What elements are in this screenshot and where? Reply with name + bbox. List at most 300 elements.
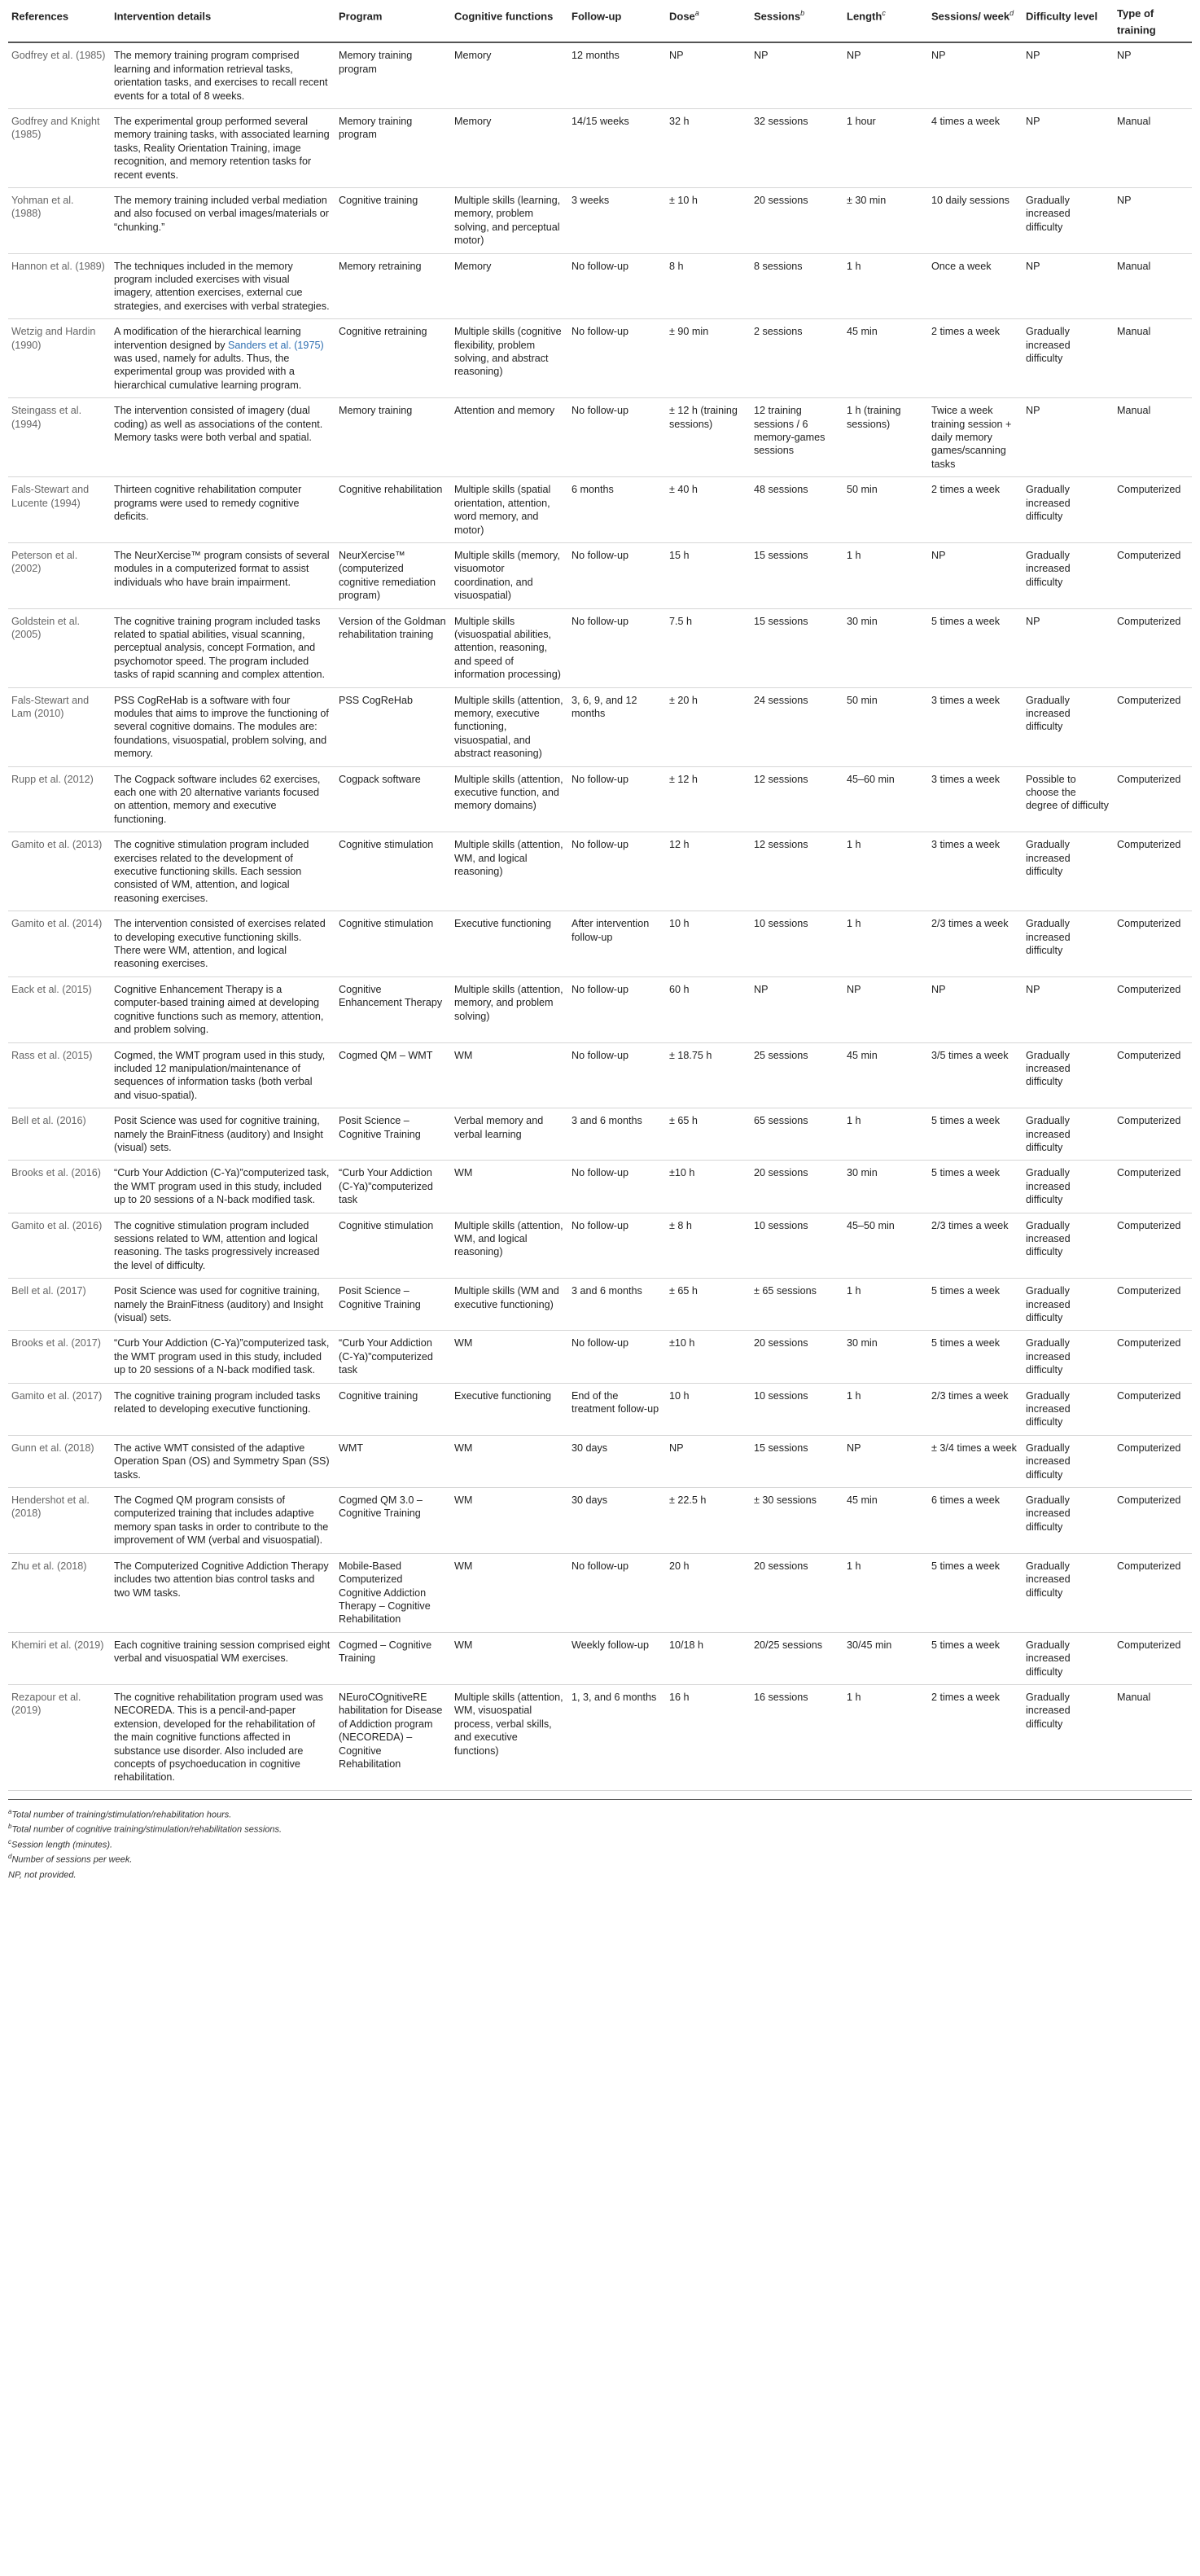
- cell-reference: Gamito et al. (2014): [8, 911, 111, 977]
- cell-program: Posit Science – Cognitive Training: [335, 1108, 451, 1161]
- cell-difficulty-level: NP: [1023, 253, 1114, 319]
- cell-cognitive-functions: Multiple skills (WM and executive functioning): [451, 1279, 568, 1331]
- cell-training-type: Computerized: [1114, 1553, 1192, 1632]
- table-row: [8, 1213, 1192, 1279]
- cell-reference: Brooks et al. (2017): [8, 1331, 111, 1383]
- cell-training-type: Manual: [1114, 108, 1192, 187]
- cell-sessions: 24 sessions: [751, 687, 843, 766]
- cell-sessions-per-week: Twice a week training session + daily memory games/scanning tasks: [928, 398, 1023, 477]
- cell-training-type: Computerized: [1114, 1161, 1192, 1213]
- cell-sessions: 48 sessions: [751, 477, 843, 543]
- footnote: [8, 1821, 1192, 1836]
- cell-intervention-details: The Computerized Cognitive Addiction Therapy includes two attention bias control tasks and two WM tasks.: [111, 1553, 335, 1632]
- cell-length: 45 min: [843, 1488, 928, 1554]
- cell-reference: Fals-Stewart and Lam (2010): [8, 687, 111, 766]
- cell-length: 1 h: [843, 911, 928, 977]
- cell-training-type: Manual: [1114, 398, 1192, 477]
- cell-follow-up: No follow-up: [568, 766, 666, 832]
- table-row: [8, 477, 1192, 543]
- cell-length: 1 h: [843, 1108, 928, 1161]
- cell-length: NP: [843, 976, 928, 1042]
- table-row: [8, 1383, 1192, 1435]
- column-header: [8, 3, 111, 42]
- cell-cognitive-functions: Multiple skills (attention, WM, visuospatial process, verbal skills, and executive functions): [451, 1684, 568, 1790]
- table-row: [8, 42, 1192, 108]
- cell-dose: NP: [666, 42, 751, 108]
- cell-intervention-details: Cognitive Enhancement Therapy is a computer-based training aimed at developing cognitive functions such as memory, attention, and problem solving.: [111, 976, 335, 1042]
- cell-length: 1 h: [843, 1553, 928, 1632]
- cell-difficulty-level: Gradually increased difficulty: [1023, 1213, 1114, 1279]
- cell-sessions-per-week: 6 times a week: [928, 1488, 1023, 1554]
- cell-training-type: Computerized: [1114, 687, 1192, 766]
- cell-dose: ± 12 h (training sessions): [666, 398, 751, 477]
- footnote-text: Total number of cognitive training/stimulation/rehabilitation sessions.: [11, 1824, 282, 1835]
- cell-cognitive-functions: Attention and memory: [451, 398, 568, 477]
- cell-difficulty-level: Gradually increased difficulty: [1023, 187, 1114, 253]
- cell-cognitive-functions: Multiple skills (cognitive flexibility, problem solving, and abstract reasoning): [451, 319, 568, 398]
- cell-sessions: 20/25 sessions: [751, 1632, 843, 1684]
- cell-sessions: 15 sessions: [751, 608, 843, 687]
- cell-length: 30/45 min: [843, 1632, 928, 1684]
- cell-training-type: Computerized: [1114, 911, 1192, 977]
- column-header-label: Intervention details: [114, 10, 212, 23]
- cell-program: Posit Science – Cognitive Training: [335, 1279, 451, 1331]
- cell-cognitive-functions: Multiple skills (attention, WM, and logical reasoning): [451, 1213, 568, 1279]
- cell-cognitive-functions: WM: [451, 1488, 568, 1554]
- cell-follow-up: 6 months: [568, 477, 666, 543]
- cell-cognitive-functions: Memory: [451, 108, 568, 187]
- column-header-footnote-marker: d: [1009, 9, 1014, 17]
- column-header: [1023, 3, 1114, 42]
- cell-intervention-details: The cognitive training program included tasks related to developing executive functioning.: [111, 1383, 335, 1435]
- cell-training-type: NP: [1114, 187, 1192, 253]
- cell-program: Memory retraining: [335, 253, 451, 319]
- cell-difficulty-level: NP: [1023, 608, 1114, 687]
- cell-sessions-per-week: 3 times a week: [928, 832, 1023, 911]
- cell-dose: ± 12 h: [666, 766, 751, 832]
- cell-sessions-per-week: 3 times a week: [928, 687, 1023, 766]
- cell-reference: Peterson et al. (2002): [8, 542, 111, 608]
- table-row: [8, 1553, 1192, 1632]
- cell-difficulty-level: Gradually increased difficulty: [1023, 1383, 1114, 1435]
- cell-follow-up: 30 days: [568, 1488, 666, 1554]
- cell-sessions: 2 sessions: [751, 319, 843, 398]
- cell-length: 1 h (training sessions): [843, 398, 928, 477]
- cell-sessions: 8 sessions: [751, 253, 843, 319]
- cell-cognitive-functions: Multiple skills (attention, executive function, and memory domains): [451, 766, 568, 832]
- cell-sessions-per-week: 4 times a week: [928, 108, 1023, 187]
- cell-cognitive-functions: Executive functioning: [451, 911, 568, 977]
- table-row: [8, 542, 1192, 608]
- cell-intervention-details: The memory training program comprised learning and information retrieval tasks, orientation tasks, and exercises to recall recent events for a total of 8 weeks.: [111, 42, 335, 108]
- cell-sessions-per-week: 5 times a week: [928, 608, 1023, 687]
- cell-dose: 10 h: [666, 911, 751, 977]
- cell-sessions: 20 sessions: [751, 187, 843, 253]
- cell-follow-up: 14/15 weeks: [568, 108, 666, 187]
- cell-difficulty-level: Gradually increased difficulty: [1023, 1279, 1114, 1331]
- cell-cognitive-functions: WM: [451, 1553, 568, 1632]
- cell-follow-up: After intervention follow-up: [568, 911, 666, 977]
- cell-dose: 15 h: [666, 542, 751, 608]
- cell-length: NP: [843, 1435, 928, 1487]
- cell-program: Cogmed QM 3.0 – Cognitive Training: [335, 1488, 451, 1554]
- cell-dose: ± 8 h: [666, 1213, 751, 1279]
- cell-follow-up: Weekly follow-up: [568, 1632, 666, 1684]
- cell-dose: NP: [666, 1435, 751, 1487]
- cell-sessions-per-week: 2/3 times a week: [928, 911, 1023, 977]
- cell-program: “Curb Your Addiction (C-Ya)”computerized task: [335, 1331, 451, 1383]
- cell-reference: Rupp et al. (2012): [8, 766, 111, 832]
- intervention-table: [8, 3, 1192, 1791]
- cell-sessions-per-week: NP: [928, 42, 1023, 108]
- cell-sessions-per-week: 2/3 times a week: [928, 1383, 1023, 1435]
- cell-intervention-details: Posit Science was used for cognitive training, namely the BrainFitness (auditory) and Insight (visual) sets.: [111, 1279, 335, 1331]
- cell-training-type: Computerized: [1114, 976, 1192, 1042]
- cell-intervention-details: The active WMT consisted of the adaptive Operation Span (OS) and Symmetry Span (SS) tasks.: [111, 1435, 335, 1487]
- cell-training-type: Computerized: [1114, 477, 1192, 543]
- column-header-label: Length: [847, 10, 882, 23]
- cell-intervention-details: “Curb Your Addiction (C-Ya)”computerized task, the WMT program used in this study, included up to 20 sessions of a N-back modified task.: [111, 1331, 335, 1383]
- cell-difficulty-level: Gradually increased difficulty: [1023, 1161, 1114, 1213]
- cell-length: 1 h: [843, 1279, 928, 1331]
- cell-difficulty-level: Gradually increased difficulty: [1023, 687, 1114, 766]
- column-header: [111, 3, 335, 42]
- table-row: [8, 1331, 1192, 1383]
- cell-sessions: 20 sessions: [751, 1331, 843, 1383]
- column-header: [568, 3, 666, 42]
- cell-intervention-details: The techniques included in the memory program included exercises with visual imagery, attention exercises, external cue strategies, and exercises with verbal strategies.: [111, 253, 335, 319]
- cell-cognitive-functions: Multiple skills (learning, memory, problem solving, and perceptual motor): [451, 187, 568, 253]
- cell-training-type: Computerized: [1114, 832, 1192, 911]
- table-row: [8, 1042, 1192, 1108]
- cell-follow-up: No follow-up: [568, 608, 666, 687]
- cell-intervention-details: The cognitive rehabilitation program used was NECOREDA. This is a pencil-and-paper extension, developed for the rehabilitation of the main cognitive functions affected in substance use disorder. Also included are concepts of psychoeducation in cognitive rehabilitation.: [111, 1684, 335, 1790]
- cell-difficulty-level: NP: [1023, 42, 1114, 108]
- cell-sessions: NP: [751, 42, 843, 108]
- cell-intervention-details: The Cogmed QM program consists of computerized training that includes adaptive memory span tasks in order to contribute to the improvement of WM (verbal and visuospatial).: [111, 1488, 335, 1554]
- cell-program: Memory training: [335, 398, 451, 477]
- column-header-label: References: [11, 10, 69, 23]
- cell-dose: 10/18 h: [666, 1632, 751, 1684]
- cell-length: 1 h: [843, 1383, 928, 1435]
- cell-follow-up: No follow-up: [568, 832, 666, 911]
- cell-intervention-details: The cognitive training program included tasks related to spatial abilities, visual scanning, perceptual analysis, concept Formation, and psychomotor speed. The program included tasks of rapid scanning and complex attention.: [111, 608, 335, 687]
- cell-cognitive-functions: Multiple skills (attention, memory, and problem solving): [451, 976, 568, 1042]
- cell-difficulty-level: NP: [1023, 398, 1114, 477]
- cell-training-type: Computerized: [1114, 1108, 1192, 1161]
- cell-difficulty-level: Gradually increased difficulty: [1023, 477, 1114, 543]
- cell-sessions: 15 sessions: [751, 542, 843, 608]
- cell-length: 1 h: [843, 832, 928, 911]
- cell-training-type: Computerized: [1114, 1488, 1192, 1554]
- header-row: [8, 3, 1192, 42]
- cell-program: Memory training program: [335, 42, 451, 108]
- cell-reference: Goldstein et al. (2005): [8, 608, 111, 687]
- column-header: [335, 3, 451, 42]
- cell-dose: ±10 h: [666, 1161, 751, 1213]
- cell-follow-up: End of the treatment follow-up: [568, 1383, 666, 1435]
- cell-dose: 16 h: [666, 1684, 751, 1790]
- cell-cognitive-functions: Multiple skills (attention, WM, and logical reasoning): [451, 832, 568, 911]
- table-row: [8, 1435, 1192, 1487]
- cell-intervention-details: PSS CogReHab is a software with four modules that aims to improve the functioning of several cognitive domains. The modules are: foundations, visuospatial, problem solving, and memory.: [111, 687, 335, 766]
- cell-cognitive-functions: Multiple skills (memory, visuomotor coordination, and visuospatial): [451, 542, 568, 608]
- cell-sessions-per-week: 5 times a week: [928, 1331, 1023, 1383]
- cell-length: 30 min: [843, 1161, 928, 1213]
- cell-intervention-details: The cognitive stimulation program included sessions related to WM, attention and logical reasoning. The tasks progressively increased the level of difficulty.: [111, 1213, 335, 1279]
- column-header-label: Sessions/ week: [931, 10, 1010, 23]
- cell-difficulty-level: NP: [1023, 108, 1114, 187]
- footnote-marker: d: [8, 1853, 12, 1861]
- cell-training-type: NP: [1114, 42, 1192, 108]
- cell-cognitive-functions: WM: [451, 1331, 568, 1383]
- cell-intervention-details: The Cogpack software includes 62 exercises, each one with 20 alternative variants focused on attention, memory and executive functioning.: [111, 766, 335, 832]
- cell-cognitive-functions: Multiple skills (spatial orientation, attention, word memory, and motor): [451, 477, 568, 543]
- column-header-label: Follow-up: [572, 10, 622, 23]
- column-header-label: Difficulty level: [1026, 10, 1098, 23]
- cell-length: NP: [843, 42, 928, 108]
- footnote: [8, 1837, 1192, 1851]
- cell-sessions: 10 sessions: [751, 1383, 843, 1435]
- cell-reference: Rezapour et al. (2019): [8, 1684, 111, 1790]
- cell-sessions: 20 sessions: [751, 1553, 843, 1632]
- column-header-label: Cognitive functions: [454, 10, 554, 23]
- table-container: [8, 0, 1192, 1881]
- table-row: [8, 1108, 1192, 1161]
- cell-sessions-per-week: 5 times a week: [928, 1279, 1023, 1331]
- cell-cognitive-functions: Executive functioning: [451, 1383, 568, 1435]
- cell-length: ± 30 min: [843, 187, 928, 253]
- cell-follow-up: No follow-up: [568, 1553, 666, 1632]
- cell-length: 50 min: [843, 687, 928, 766]
- cell-follow-up: No follow-up: [568, 1161, 666, 1213]
- footnote-text: NP, not provided.: [8, 1870, 77, 1880]
- cell-length: 45 min: [843, 1042, 928, 1108]
- cell-dose: ± 90 min: [666, 319, 751, 398]
- table-row: [8, 253, 1192, 319]
- cell-dose: ± 18.75 h: [666, 1042, 751, 1108]
- cell-reference: Bell et al. (2016): [8, 1108, 111, 1161]
- cell-follow-up: 3, 6, 9, and 12 months: [568, 687, 666, 766]
- cell-dose: 8 h: [666, 253, 751, 319]
- cell-cognitive-functions: Verbal memory and verbal learning: [451, 1108, 568, 1161]
- cell-follow-up: No follow-up: [568, 542, 666, 608]
- cell-difficulty-level: Possible to choose the degree of difficulty: [1023, 766, 1114, 832]
- cell-sessions-per-week: 3 times a week: [928, 766, 1023, 832]
- table-row: [8, 108, 1192, 187]
- cell-length: 45–60 min: [843, 766, 928, 832]
- cell-follow-up: 3 and 6 months: [568, 1108, 666, 1161]
- column-header: [928, 3, 1023, 42]
- cell-intervention-details: A modification of the hierarchical learning intervention designed by Sanders et al. (1975) was used, namely for adults. Thus, the experimental group was provided with a hierarchical cumulative learning program.: [111, 319, 335, 398]
- cell-difficulty-level: Gradually increased difficulty: [1023, 1331, 1114, 1383]
- table-row: [8, 1161, 1192, 1213]
- cell-follow-up: 30 days: [568, 1435, 666, 1487]
- column-header: [1114, 3, 1192, 42]
- table-row: [8, 608, 1192, 687]
- cell-dose: 10 h: [666, 1383, 751, 1435]
- table-row: [8, 1279, 1192, 1331]
- cell-follow-up: No follow-up: [568, 319, 666, 398]
- cell-difficulty-level: Gradually increased difficulty: [1023, 911, 1114, 977]
- cell-intervention-details: The intervention consisted of imagery (dual coding) as well as associations of the content. Memory tasks were both verbal and spatial.: [111, 398, 335, 477]
- cell-reference: Khemiri et al. (2019): [8, 1632, 111, 1684]
- cell-follow-up: 3 and 6 months: [568, 1279, 666, 1331]
- footnote-marker: c: [8, 1837, 11, 1845]
- column-header-footnote-marker: b: [800, 9, 805, 17]
- cell-program: Cogmed QM – WMT: [335, 1042, 451, 1108]
- cell-dose: 12 h: [666, 832, 751, 911]
- cell-cognitive-functions: WM: [451, 1632, 568, 1684]
- cell-intervention-details: Thirteen cognitive rehabilitation computer programs were used to remedy cognitive deficits.: [111, 477, 335, 543]
- cell-dose: ± 22.5 h: [666, 1488, 751, 1554]
- cell-sessions-per-week: NP: [928, 542, 1023, 608]
- cell-length: 1 hour: [843, 108, 928, 187]
- cell-program: Cognitive Enhancement Therapy: [335, 976, 451, 1042]
- cell-intervention-details: The experimental group performed several memory training tasks, with associated learning tasks, Reality Orientation Training, image recognition, and memory retention tasks for recent events.: [111, 108, 335, 187]
- cell-program: NEuroCOgnitiveRE habilitation for Disease of Addiction program (NECOREDA) – Cognitive Rehabilitation: [335, 1684, 451, 1790]
- cell-dose: ± 65 h: [666, 1108, 751, 1161]
- citation-link[interactable]: Sanders et al. (1975): [228, 339, 324, 351]
- cell-reference: Gamito et al. (2017): [8, 1383, 111, 1435]
- cell-length: 1 h: [843, 542, 928, 608]
- footnote-text: Total number of training/stimulation/rehabilitation hours.: [11, 1810, 232, 1820]
- cell-intervention-details: The cognitive stimulation program included exercises related to the development of executive functioning skills. Each session consisted of WM, attention, and logical reasoning exercises.: [111, 832, 335, 911]
- cell-reference: Gunn et al. (2018): [8, 1435, 111, 1487]
- cell-training-type: Computerized: [1114, 1213, 1192, 1279]
- table-header: [8, 3, 1192, 42]
- cell-cognitive-functions: WM: [451, 1042, 568, 1108]
- cell-sessions-per-week: 5 times a week: [928, 1553, 1023, 1632]
- cell-intervention-details: The intervention consisted of exercises related to developing executive functioning skills. There were WM, attention, and logical reasoning exercises.: [111, 911, 335, 977]
- cell-reference: Zhu et al. (2018): [8, 1553, 111, 1632]
- table-body: [8, 42, 1192, 1790]
- cell-dose: ± 65 h: [666, 1279, 751, 1331]
- table-row: [8, 1488, 1192, 1554]
- cell-difficulty-level: Gradually increased difficulty: [1023, 1042, 1114, 1108]
- cell-reference: Godfrey and Knight (1985): [8, 108, 111, 187]
- cell-dose: ± 10 h: [666, 187, 751, 253]
- cell-difficulty-level: Gradually increased difficulty: [1023, 832, 1114, 911]
- cell-length: 45–50 min: [843, 1213, 928, 1279]
- cell-sessions: 32 sessions: [751, 108, 843, 187]
- table-row: [8, 1632, 1192, 1684]
- cell-follow-up: No follow-up: [568, 253, 666, 319]
- cell-program: Memory training program: [335, 108, 451, 187]
- cell-length: 1 h: [843, 253, 928, 319]
- column-header: [666, 3, 751, 42]
- cell-training-type: Computerized: [1114, 1383, 1192, 1435]
- cell-program: Cognitive stimulation: [335, 832, 451, 911]
- cell-dose: ± 40 h: [666, 477, 751, 543]
- column-header-label: Sessions: [754, 10, 801, 23]
- cell-sessions-per-week: Once a week: [928, 253, 1023, 319]
- cell-reference: Bell et al. (2017): [8, 1279, 111, 1331]
- cell-sessions: 12 sessions: [751, 832, 843, 911]
- cell-cognitive-functions: Memory: [451, 253, 568, 319]
- cell-intervention-details: The NeurXercise™ program consists of several modules in a computerized format to assist individuals who have brain impairment.: [111, 542, 335, 608]
- table-row: [8, 911, 1192, 977]
- cell-length: 50 min: [843, 477, 928, 543]
- footnote-marker: a: [8, 1807, 12, 1815]
- cell-sessions-per-week: ± 3/4 times a week: [928, 1435, 1023, 1487]
- cell-sessions: 20 sessions: [751, 1161, 843, 1213]
- column-header-label: Dose: [669, 10, 695, 23]
- cell-reference: Rass et al. (2015): [8, 1042, 111, 1108]
- cell-program: PSS CogReHab: [335, 687, 451, 766]
- cell-training-type: Computerized: [1114, 542, 1192, 608]
- cell-sessions-per-week: 5 times a week: [928, 1161, 1023, 1213]
- cell-follow-up: No follow-up: [568, 1331, 666, 1383]
- cell-length: 30 min: [843, 608, 928, 687]
- cell-sessions: 15 sessions: [751, 1435, 843, 1487]
- cell-sessions: ± 65 sessions: [751, 1279, 843, 1331]
- cell-sessions-per-week: 2/3 times a week: [928, 1213, 1023, 1279]
- cell-training-type: Computerized: [1114, 1331, 1192, 1383]
- cell-program: Cognitive rehabilitation: [335, 477, 451, 543]
- cell-sessions: NP: [751, 976, 843, 1042]
- cell-program: “Curb Your Addiction (C-Ya)”computerized task: [335, 1161, 451, 1213]
- cell-sessions: 10 sessions: [751, 1213, 843, 1279]
- footnote: [8, 1851, 1192, 1866]
- footnotes: [8, 1799, 1192, 1881]
- footnote: [8, 1867, 1192, 1881]
- cell-sessions: 65 sessions: [751, 1108, 843, 1161]
- cell-follow-up: 1, 3, and 6 months: [568, 1684, 666, 1790]
- cell-cognitive-functions: Memory: [451, 42, 568, 108]
- cell-program: Cogpack software: [335, 766, 451, 832]
- table-row: [8, 832, 1192, 911]
- cell-dose: 60 h: [666, 976, 751, 1042]
- cell-dose: 7.5 h: [666, 608, 751, 687]
- column-header: [451, 3, 568, 42]
- column-header: [843, 3, 928, 42]
- cell-program: Version of the Goldman rehabilitation training: [335, 608, 451, 687]
- cell-reference: Brooks et al. (2016): [8, 1161, 111, 1213]
- cell-training-type: Manual: [1114, 253, 1192, 319]
- cell-follow-up: No follow-up: [568, 1213, 666, 1279]
- column-header-label: Program: [339, 10, 383, 23]
- cell-difficulty-level: Gradually increased difficulty: [1023, 1684, 1114, 1790]
- table-row: [8, 319, 1192, 398]
- cell-reference: Hendershot et al. (2018): [8, 1488, 111, 1554]
- cell-reference: Yohman et al. (1988): [8, 187, 111, 253]
- cell-difficulty-level: Gradually increased difficulty: [1023, 319, 1114, 398]
- cell-intervention-details: “Curb Your Addiction (C-Ya)”computerized task, the WMT program used in this study, included up to 20 sessions of a N-back modified task.: [111, 1161, 335, 1213]
- cell-sessions-per-week: 10 daily sessions: [928, 187, 1023, 253]
- cell-sessions-per-week: NP: [928, 976, 1023, 1042]
- cell-training-type: Computerized: [1114, 1435, 1192, 1487]
- cell-length: 30 min: [843, 1331, 928, 1383]
- cell-training-type: Computerized: [1114, 608, 1192, 687]
- cell-program: WMT: [335, 1435, 451, 1487]
- cell-sessions: 12 training sessions / 6 memory-games sessions: [751, 398, 843, 477]
- cell-program: Mobile-Based Computerized Cognitive Addiction Therapy – Cognitive Rehabilitation: [335, 1553, 451, 1632]
- cell-intervention-details: Posit Science was used for cognitive training, namely the BrainFitness (auditory) and Insight (visual) sets.: [111, 1108, 335, 1161]
- cell-training-type: Manual: [1114, 319, 1192, 398]
- cell-sessions-per-week: 3/5 times a week: [928, 1042, 1023, 1108]
- cell-difficulty-level: Gradually increased difficulty: [1023, 1488, 1114, 1554]
- cell-sessions: ± 30 sessions: [751, 1488, 843, 1554]
- cell-reference: Eack et al. (2015): [8, 976, 111, 1042]
- column-header-footnote-marker: c: [882, 9, 886, 17]
- cell-sessions-per-week: 5 times a week: [928, 1108, 1023, 1161]
- cell-intervention-details: Cogmed, the WMT program used in this study, included 12 manipulation/maintenance of sequences of information tasks (both verbal and visuo-spatial).: [111, 1042, 335, 1108]
- cell-program: Cognitive training: [335, 1383, 451, 1435]
- cell-sessions: 25 sessions: [751, 1042, 843, 1108]
- cell-training-type: Manual: [1114, 1684, 1192, 1790]
- table-row: [8, 687, 1192, 766]
